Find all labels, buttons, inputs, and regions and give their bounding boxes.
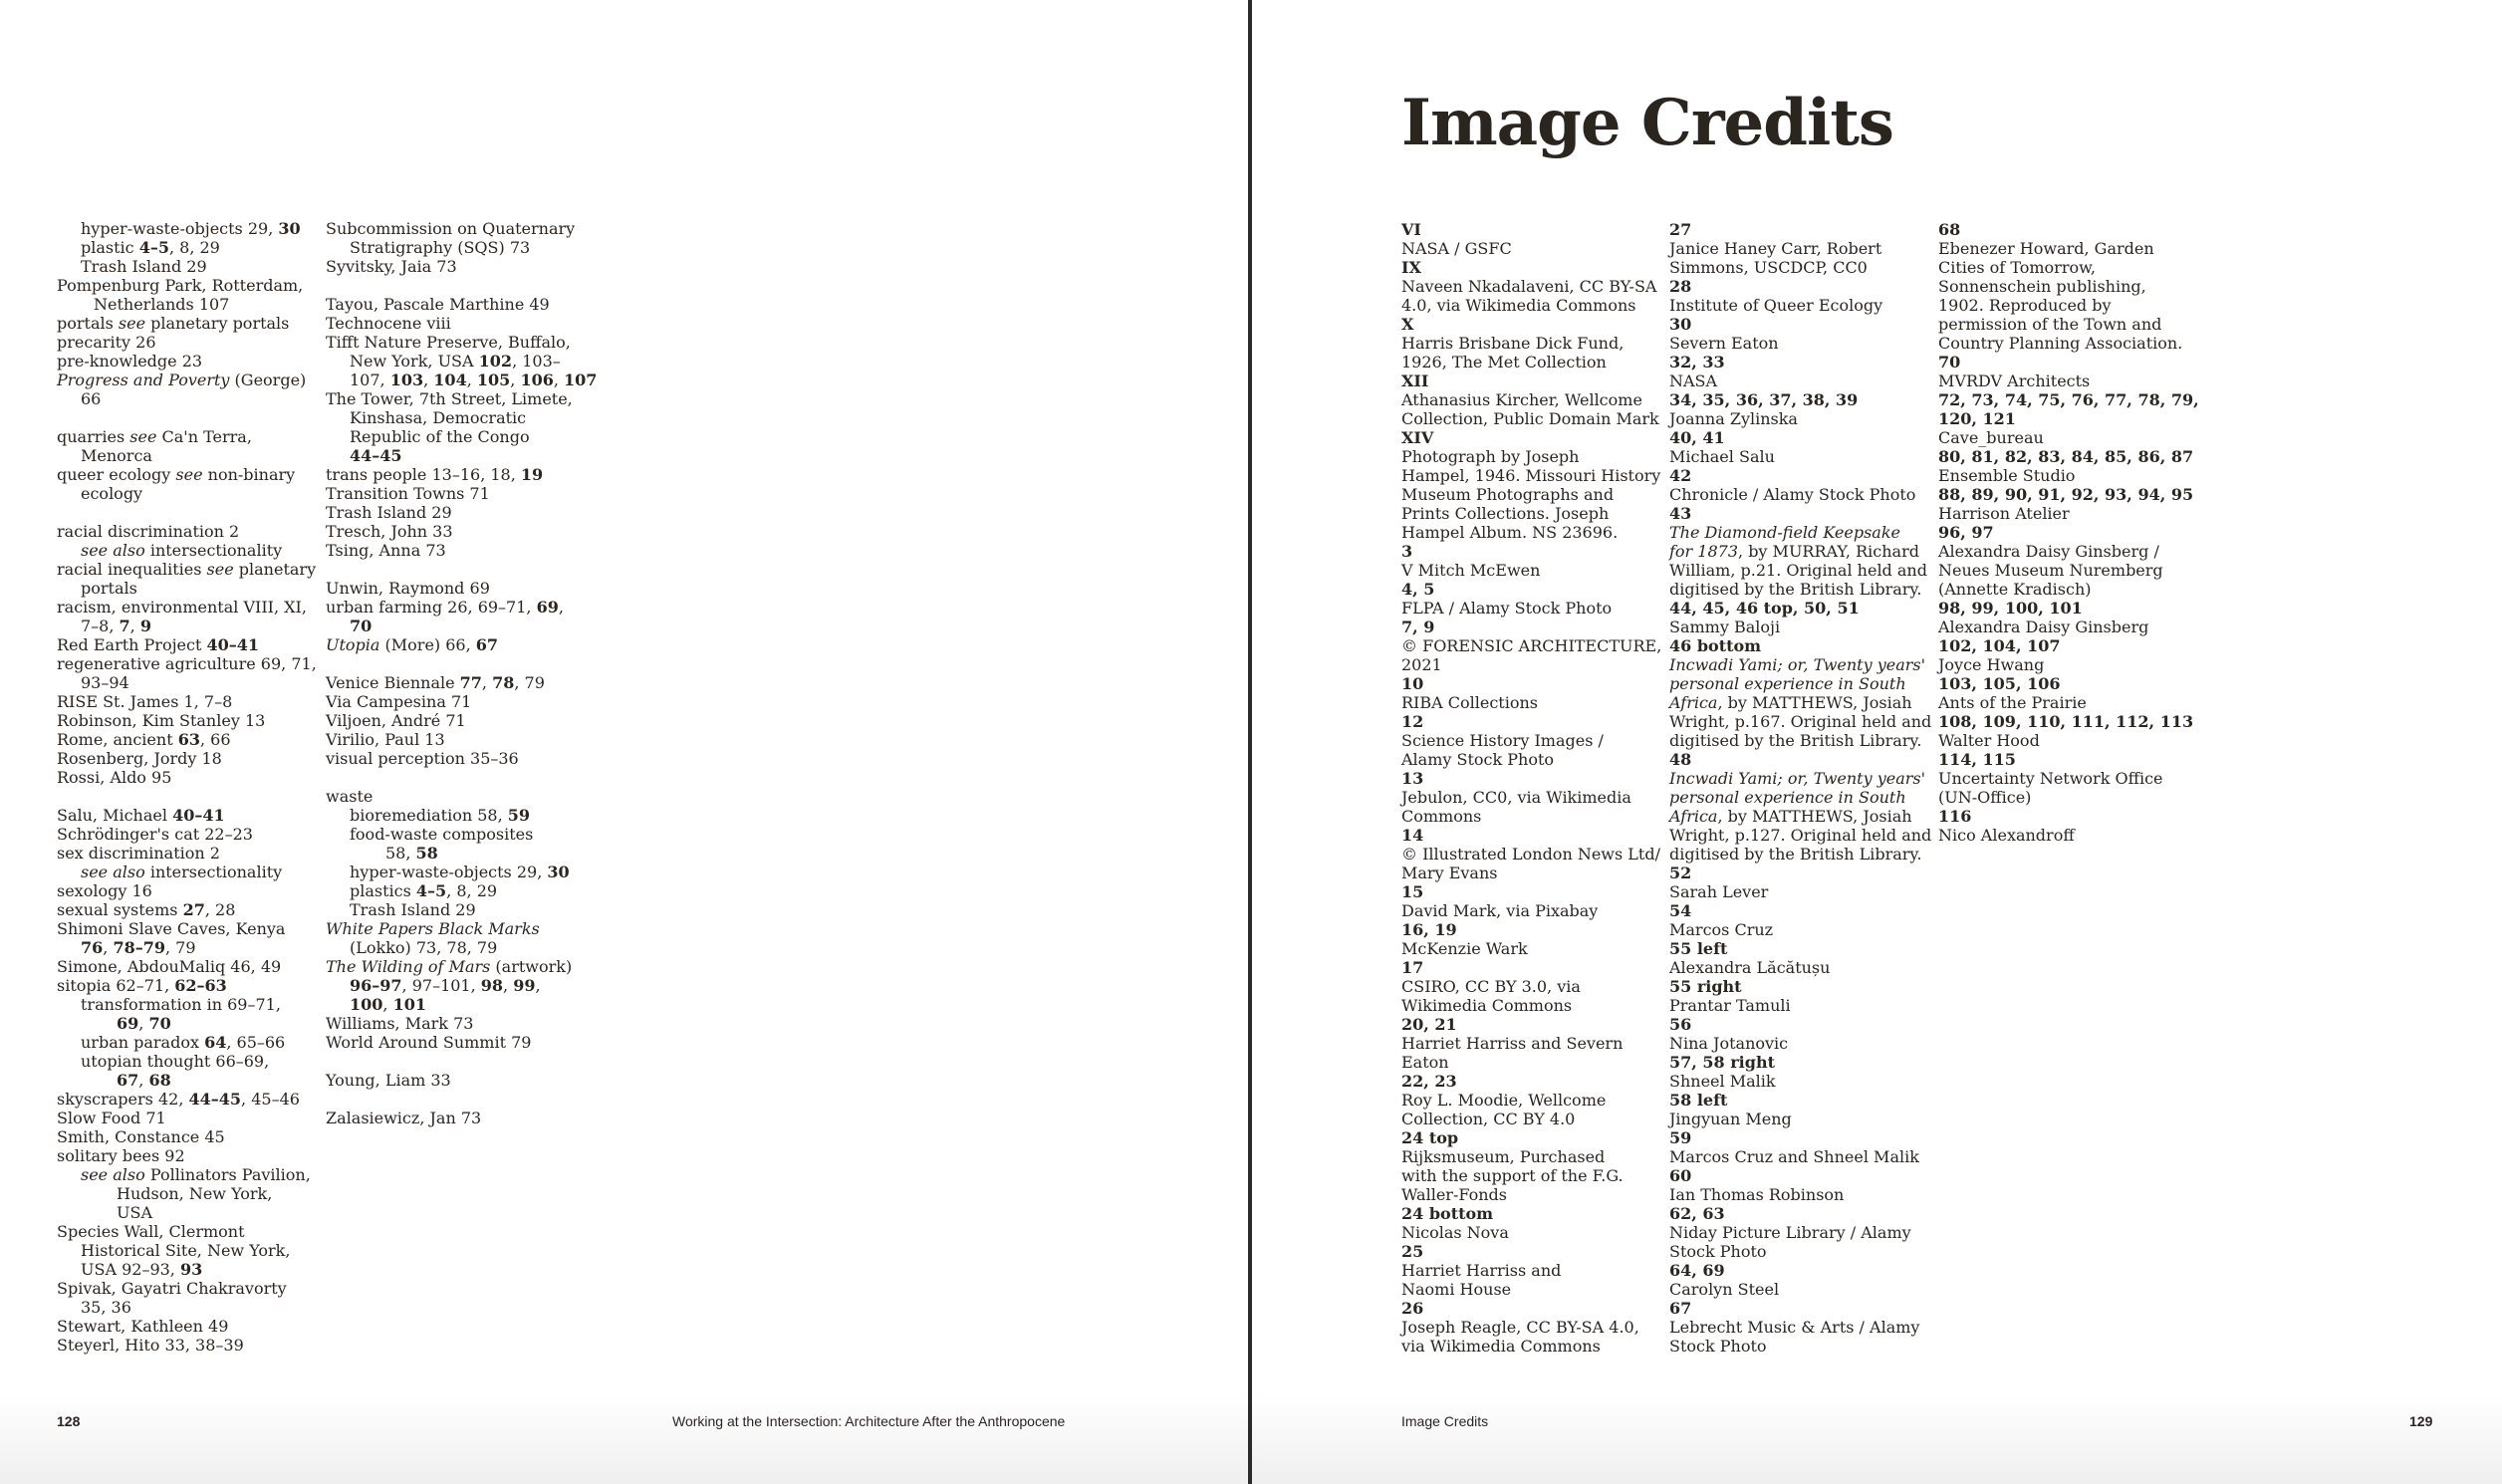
credit-page-ref: 44, 45, 46 top, 50, 51	[1669, 599, 1860, 618]
credit-source: Hampel, 1946. Missouri History	[1401, 466, 1661, 485]
credit-source: Harrison Atelier	[1938, 504, 2070, 523]
credit-source: William, p.21. Original held and	[1669, 561, 1927, 580]
credit-page-ref: 56	[1669, 1015, 1692, 1034]
index-entry: Salu, Michael 40–41	[57, 806, 225, 825]
credit-source: Sonnenschein publishing,	[1938, 277, 2146, 296]
credit-page-ref: 13	[1401, 769, 1424, 788]
credit-page-ref: 68	[1938, 220, 1961, 239]
index-entry: 44–45	[350, 446, 402, 465]
credit-page-ref: 26	[1401, 1299, 1424, 1318]
index-entry: Venice Biennale 77, 78, 79	[326, 673, 545, 692]
index-entry: Slow Food 71	[57, 1109, 166, 1127]
credit-source: Hampel Album. NS 23696.	[1401, 523, 1619, 542]
credit-source: Alamy Stock Photo	[1401, 750, 1555, 769]
index-entry: Trash Island 29	[326, 503, 452, 522]
credit-source: Sammy Baloji	[1669, 618, 1781, 636]
credit-source: NASA / GSFC	[1401, 239, 1512, 258]
index-entry: sitopia 62–71, 62–63	[57, 976, 227, 995]
index-entry: Rome, ancient 63, 66	[57, 730, 231, 749]
credit-source: Joyce Hwang	[1938, 655, 2045, 674]
index-entry: utopian thought 66–69,	[81, 1052, 270, 1071]
index-entry: 70	[350, 617, 373, 635]
credit-source: 1926, The Met Collection	[1401, 353, 1607, 371]
credit-source: Ensemble Studio	[1938, 466, 2076, 485]
credit-source: Country Planning Association.	[1938, 334, 2183, 353]
credit-source: Museum Photographs and	[1401, 485, 1615, 504]
index-entry: The Wilding of Mars (artwork)	[326, 957, 573, 976]
credit-source: Science History Images /	[1401, 731, 1604, 750]
index-entry: USA 92–93, 93	[81, 1260, 203, 1279]
credit-page-ref: 12	[1401, 712, 1424, 731]
credit-source: Cave_bureau	[1938, 428, 2044, 447]
index-entry: ecology	[81, 484, 143, 503]
credit-page-ref: 24 bottom	[1401, 1204, 1494, 1223]
credit-source: Wright, p.167. Original held and	[1669, 712, 1932, 731]
index-spacer	[326, 768, 597, 787]
index-entry: Historical Site, New York,	[81, 1241, 291, 1260]
credit-source: Marcos Cruz	[1669, 920, 1774, 939]
index-entry: Utopia (More) 66, 67	[326, 635, 499, 654]
index-entry: regenerative agriculture 69, 71,	[57, 654, 317, 673]
credit-source: Wright, p.127. Original held and	[1669, 826, 1932, 845]
credit-source: Africa, by MATTHEWS, Josiah	[1669, 693, 1912, 712]
index-entry: sexology 16	[57, 881, 152, 900]
index-entry: Netherlands 107	[94, 295, 230, 314]
credit-page-ref: 102, 104, 107	[1938, 636, 2061, 655]
credit-source: Nina Jotanovic	[1669, 1034, 1789, 1053]
credit-page-ref: 48	[1669, 750, 1692, 769]
credit-page-ref: 7, 9	[1401, 618, 1435, 636]
credit-source: Stock Photo	[1669, 1242, 1767, 1261]
credit-source: Michael Salu	[1669, 447, 1775, 466]
credit-source: (Annette Kradisch)	[1938, 580, 2092, 599]
index-entry: Stewart, Kathleen 49	[57, 1317, 229, 1336]
credit-source: digitised by the British Library.	[1669, 731, 1922, 750]
index-entry: Progress and Poverty (George)	[57, 371, 307, 389]
credit-source: Jebulon, CC0, via Wikimedia	[1401, 788, 1631, 807]
credit-source: 4.0, via Wikimedia Commons	[1401, 296, 1636, 315]
index-column-2	[326, 219, 597, 1127]
index-entry: Via Campesina 71	[326, 692, 472, 711]
credit-page-ref: 116	[1938, 807, 1972, 826]
credit-source: NASA	[1669, 371, 1718, 390]
credit-source: with the support of the F.G.	[1401, 1166, 1624, 1185]
index-entry: precarity 26	[57, 333, 156, 352]
index-entry: Shimoni Slave Caves, Kenya	[57, 919, 286, 938]
index-spacer	[326, 1090, 597, 1109]
credit-source: Wikimedia Commons	[1401, 996, 1573, 1015]
credit-source: © Illustrated London News Ltd/	[1401, 845, 1660, 864]
index-entry: racism, environmental VIII, XI,	[57, 598, 307, 617]
credit-source: Eaton	[1401, 1053, 1449, 1072]
index-entry: Transition Towns 71	[326, 484, 490, 503]
credit-page-ref: VI	[1401, 220, 1421, 239]
credit-page-ref: 42	[1669, 466, 1692, 485]
index-entry: World Around Summit 79	[326, 1033, 532, 1052]
credit-source: 1902. Reproduced by	[1938, 296, 2112, 315]
credit-source: Harriet Harriss and Severn	[1401, 1034, 1624, 1053]
index-entry: quarries see Ca'n Terra,	[57, 427, 252, 446]
credit-source: Harris Brisbane Dick Fund,	[1401, 334, 1625, 353]
index-entry: skyscrapers 42, 44–45, 45–46	[57, 1090, 300, 1109]
credit-page-ref: 40, 41	[1669, 428, 1725, 447]
index-entry: Robinson, Kim Stanley 13	[57, 711, 266, 730]
credit-page-ref: 57, 58 right	[1669, 1053, 1775, 1072]
credit-source: Stock Photo	[1669, 1337, 1767, 1356]
index-entry: pre-knowledge 23	[57, 352, 203, 371]
index-spacer	[57, 503, 317, 522]
credit-source: Prantar Tamuli	[1669, 996, 1791, 1015]
credit-page-ref: 15	[1401, 882, 1424, 901]
credit-source: personal experience in South	[1669, 788, 1906, 807]
credit-source: Naveen Nkadalaveni, CC BY-SA	[1401, 277, 1657, 296]
credit-page-ref: 28	[1669, 277, 1692, 296]
index-entry: Zalasiewicz, Jan 73	[326, 1109, 482, 1127]
index-entry: Republic of the Congo	[350, 427, 530, 446]
credits-column-1	[1401, 220, 1662, 1356]
index-entry: 66	[81, 389, 102, 408]
credit-source: Commons	[1401, 807, 1482, 826]
credit-source: Collection, CC BY 4.0	[1401, 1110, 1576, 1128]
index-entry: Tifft Nature Preserve, Buffalo,	[326, 333, 571, 352]
credit-page-ref: 3	[1401, 542, 1413, 561]
index-entry: 107, 103, 104, 105, 106, 107	[350, 371, 598, 389]
index-entry: USA	[117, 1203, 152, 1222]
credit-page-ref: 34, 35, 36, 37, 38, 39	[1669, 390, 1859, 409]
index-entry: Subcommission on Quaternary	[326, 219, 576, 238]
index-entry: 7–8, 7, 9	[81, 617, 151, 635]
index-entry: Viljoen, André 71	[326, 711, 466, 730]
index-spacer	[326, 560, 597, 579]
credit-page-ref: 30	[1669, 315, 1692, 334]
index-entry: 69, 70	[117, 1014, 171, 1033]
credit-source: Harriet Harriss and	[1401, 1261, 1562, 1280]
credit-page-ref: 32, 33	[1669, 353, 1725, 371]
credit-source: (UN-Office)	[1938, 788, 2032, 807]
credits-column-3	[1938, 220, 2199, 845]
credit-page-ref: 62, 63	[1669, 1204, 1725, 1223]
index-entry: sex discrimination 2	[57, 844, 220, 863]
index-entry: Schrödinger's cat 22–23	[57, 825, 253, 844]
index-entry: Technocene viii	[326, 314, 451, 333]
credit-source: Prints Collections. Joseph	[1401, 504, 1610, 523]
credit-page-ref: 14	[1401, 826, 1424, 845]
credit-page-ref: 46 bottom	[1669, 636, 1762, 655]
credits-column-2	[1669, 220, 1932, 1356]
credit-page-ref: 10	[1401, 674, 1424, 693]
index-entry: visual perception 35–36	[326, 749, 519, 768]
credit-page-ref: 54	[1669, 901, 1692, 920]
index-entry: Kinshasa, Democratic	[350, 408, 527, 427]
credit-page-ref: 17	[1401, 958, 1424, 977]
credit-source: Ian Thomas Robinson	[1669, 1185, 1845, 1204]
credit-page-ref: 108, 109, 110, 111, 112, 113	[1938, 712, 2194, 731]
index-entry: food-waste composites	[350, 825, 534, 844]
credit-source: Waller-Fonds	[1401, 1185, 1507, 1204]
index-column-1	[57, 219, 317, 1355]
credit-page-ref: 27	[1669, 220, 1692, 239]
credit-source: Ants of the Prairie	[1938, 693, 2087, 712]
index-entry: plastic 4–5, 8, 29	[81, 238, 220, 257]
index-spacer	[326, 276, 597, 295]
index-spacer	[326, 654, 597, 673]
index-entry: New York, USA 102, 103–	[350, 352, 561, 371]
credit-page-ref: 59	[1669, 1128, 1692, 1147]
credit-source: The Diamond-field Keepsake	[1669, 523, 1900, 542]
credit-source: David Mark, via Pixabay	[1401, 901, 1599, 920]
index-entry: plastics 4–5, 8, 29	[350, 881, 498, 900]
index-entry: Red Earth Project 40–41	[57, 635, 260, 654]
credit-source: for 1873, by MURRAY, Richard	[1669, 542, 1919, 561]
index-entry: Steyerl, Hito 33, 38–39	[57, 1336, 244, 1355]
index-entry: 35, 36	[81, 1298, 131, 1317]
index-entry: 76, 78–79, 79	[81, 938, 196, 957]
credit-page-ref: 25	[1401, 1242, 1424, 1261]
credit-page-ref: 55 right	[1669, 977, 1742, 996]
credit-page-ref: 43	[1669, 504, 1692, 523]
index-entry: Species Wall, Clermont	[57, 1222, 245, 1241]
index-entry: Trash Island 29	[350, 900, 476, 919]
index-entry: 100, 101	[350, 995, 426, 1014]
index-entry: racial inequalities see planetary	[57, 560, 317, 579]
index-entry: Virilio, Paul 13	[326, 730, 445, 749]
credit-page-ref: 52	[1669, 864, 1692, 882]
index-entry: trans people 13–16, 18, 19	[326, 465, 544, 484]
left-page-number: 128	[57, 1413, 81, 1429]
credit-source: Nicolas Nova	[1401, 1223, 1509, 1242]
credit-source: McKenzie Wark	[1401, 939, 1528, 958]
credit-source: Athanasius Kircher, Wellcome	[1401, 390, 1642, 409]
index-entry: racial discrimination 2	[57, 522, 240, 541]
credit-source: digitised by the British Library.	[1669, 580, 1922, 599]
index-entry: solitary bees 92	[57, 1146, 185, 1165]
credit-source: Africa, by MATTHEWS, Josiah	[1669, 807, 1912, 826]
credit-source: Joseph Reagle, CC BY-SA 4.0,	[1401, 1318, 1639, 1337]
credit-source: via Wikimedia Commons	[1401, 1337, 1601, 1356]
credit-page-ref: 16, 19	[1401, 920, 1457, 939]
index-entry: Trash Island 29	[81, 257, 207, 276]
credit-source: Institute of Queer Ecology	[1669, 296, 1883, 315]
credit-source: Marcos Cruz and Shneel Malik	[1669, 1147, 1919, 1166]
credit-page-ref: 98, 99, 100, 101	[1938, 599, 2083, 618]
credit-source: Shneel Malik	[1669, 1072, 1776, 1091]
index-entry: see also intersectionality	[81, 541, 283, 560]
index-entry: Spivak, Gayatri Chakravorty	[57, 1279, 287, 1298]
index-entry: transformation in 69–71,	[81, 995, 281, 1014]
credit-source: Photograph by Joseph	[1401, 447, 1580, 466]
credit-page-ref: 64, 69	[1669, 1261, 1725, 1280]
credit-page-ref: 20, 21	[1401, 1015, 1457, 1034]
credit-source: CSIRO, CC BY 3.0, via	[1401, 977, 1581, 996]
index-entry: Williams, Mark 73	[326, 1014, 474, 1033]
index-entry: Smith, Constance 45	[57, 1127, 225, 1146]
index-entry: hyper-waste-objects 29, 30	[350, 863, 570, 881]
index-spacer	[326, 1052, 597, 1071]
index-entry: Tsing, Anna 73	[326, 541, 446, 560]
credit-source: Roy L. Moodie, Wellcome	[1401, 1091, 1607, 1110]
credit-page-ref: 70	[1938, 353, 1961, 371]
right-page-number: 129	[2409, 1413, 2433, 1429]
index-entry: see also intersectionality	[81, 863, 283, 881]
index-entry: Simone, AbdouMaliq 46, 49	[57, 957, 282, 976]
index-entry: 67, 68	[117, 1071, 171, 1090]
credit-source: Alexandra Lăcătușu	[1669, 958, 1831, 977]
index-entry: Young, Liam 33	[326, 1071, 451, 1090]
credit-page-ref: XIV	[1401, 428, 1434, 447]
credit-source: Carolyn Steel	[1669, 1280, 1780, 1299]
index-entry: White Papers Black Marks	[326, 919, 540, 938]
credit-source: MVRDV Architects	[1938, 371, 2091, 390]
credit-page-ref: 103, 105, 106	[1938, 674, 2061, 693]
credit-page-ref: 114, 115	[1938, 750, 2016, 769]
credit-source: Naomi House	[1401, 1280, 1512, 1299]
credit-source: FLPA / Alamy Stock Photo	[1401, 599, 1613, 618]
credit-source: Mary Evans	[1401, 864, 1498, 882]
credit-page-ref: 22, 23	[1401, 1072, 1457, 1091]
credit-page-ref: IX	[1401, 258, 1421, 277]
credit-page-ref: 72, 73, 74, 75, 76, 77, 78, 79,	[1938, 390, 2199, 409]
credit-source: Janice Haney Carr, Robert	[1669, 239, 1882, 258]
credit-source: Chronicle / Alamy Stock Photo	[1669, 485, 1916, 504]
index-entry: Rossi, Aldo 95	[57, 768, 172, 787]
right-running-footer: Image Credits	[1401, 1413, 1489, 1429]
credit-source: Rijksmuseum, Purchased	[1401, 1147, 1606, 1166]
credit-source: digitised by the British Library.	[1669, 845, 1922, 864]
credit-page-ref: 4, 5	[1401, 580, 1435, 599]
index-entry: waste	[326, 787, 374, 806]
credit-source: Alexandra Daisy Ginsberg /	[1938, 542, 2159, 561]
credit-source: permission of the Town and	[1938, 315, 2162, 334]
index-entry: urban paradox 64, 65–66	[81, 1033, 286, 1052]
credit-source: Sarah Lever	[1669, 882, 1769, 901]
index-entry: Menorca	[81, 446, 152, 465]
credit-page-ref: 96, 97	[1938, 523, 1994, 542]
credit-page-ref: 60	[1669, 1166, 1692, 1185]
index-entry: see also Pollinators Pavilion,	[81, 1165, 311, 1184]
credit-page-ref: XII	[1401, 371, 1429, 390]
index-entry: RISE St. James 1, 7–8	[57, 692, 233, 711]
credit-source: © FORENSIC ARCHITECTURE,	[1401, 636, 1662, 655]
index-entry: urban farming 26, 69–71, 69,	[326, 598, 564, 617]
credit-source: Alexandra Daisy Ginsberg	[1938, 618, 2149, 636]
credit-page-ref: 58 left	[1669, 1091, 1728, 1110]
credit-page-ref: X	[1401, 315, 1414, 334]
credit-source: Uncertainty Network Office	[1938, 769, 2163, 788]
index-entry: Syvitsky, Jaia 73	[326, 257, 457, 276]
index-entry: queer ecology see non-binary	[57, 465, 296, 484]
index-entry: portals	[81, 579, 137, 598]
index-entry: The Tower, 7th Street, Limete,	[326, 389, 573, 408]
index-entry: (Lokko) 73, 78, 79	[350, 938, 498, 957]
credit-source: Cities of Tomorrow,	[1938, 258, 2096, 277]
credit-page-ref: 120, 121	[1938, 409, 2016, 428]
credit-source: V Mitch McEwen	[1401, 561, 1541, 580]
credit-page-ref: 88, 89, 90, 91, 92, 93, 94, 95	[1938, 485, 2194, 504]
credit-page-ref: 55 left	[1669, 939, 1728, 958]
credit-source: Jingyuan Meng	[1669, 1110, 1792, 1128]
credit-source: Joanna Zylinska	[1669, 409, 1798, 428]
index-entry: hyper-waste-objects 29, 30	[81, 219, 301, 238]
index-entry: 93–94	[81, 673, 129, 692]
credit-source: Nico Alexandroff	[1938, 826, 2075, 845]
credit-source: Incwadi Yami; or, Twenty years'	[1669, 769, 1926, 788]
index-entry: Pompenburg Park, Rotterdam,	[57, 276, 304, 295]
index-entry: bioremediation 58, 59	[350, 806, 531, 825]
credit-source: personal experience in South	[1669, 674, 1906, 693]
index-entry: sexual systems 27, 28	[57, 900, 236, 919]
left-running-footer: Working at the Intersection: Architecture After the Anthropocene	[672, 1413, 1066, 1429]
credit-source: Lebrecht Music & Arts / Alamy	[1669, 1318, 1920, 1337]
index-entry: Unwin, Raymond 69	[326, 579, 490, 598]
index-entry: Hudson, New York,	[117, 1184, 273, 1203]
credit-source: Collection, Public Domain Mark	[1401, 409, 1659, 428]
page-title: Image Credits	[1401, 86, 1893, 160]
index-entry: 96–97, 97–101, 98, 99,	[350, 976, 541, 995]
index-entry: portals see planetary portals	[57, 314, 290, 333]
index-spacer	[57, 787, 317, 806]
credit-source: Niday Picture Library / Alamy	[1669, 1223, 1911, 1242]
credit-page-ref: 24 top	[1401, 1128, 1459, 1147]
index-entry: Stratigraphy (SQS) 73	[350, 238, 531, 257]
credit-source: RIBA Collections	[1401, 693, 1538, 712]
credit-source: 2021	[1401, 655, 1442, 674]
credit-page-ref: 80, 81, 82, 83, 84, 85, 86, 87	[1938, 447, 2194, 466]
page-gutter	[1248, 0, 1252, 1484]
credit-source: Neues Museum Nuremberg	[1938, 561, 2163, 580]
credit-source: Simmons, USCDCP, CC0	[1669, 258, 1868, 277]
credit-source: Incwadi Yami; or, Twenty years'	[1669, 655, 1926, 674]
credit-source: Ebenezer Howard, Garden	[1938, 239, 2154, 258]
index-entry: Tayou, Pascale Marthine 49	[326, 295, 550, 314]
index-entry: Rosenberg, Jordy 18	[57, 749, 222, 768]
credit-page-ref: 67	[1669, 1299, 1692, 1318]
index-entry: Tresch, John 33	[326, 522, 453, 541]
index-spacer	[57, 408, 317, 427]
index-entry: 58, 58	[385, 844, 438, 863]
credit-source: Walter Hood	[1938, 731, 2040, 750]
credit-source: Severn Eaton	[1669, 334, 1779, 353]
